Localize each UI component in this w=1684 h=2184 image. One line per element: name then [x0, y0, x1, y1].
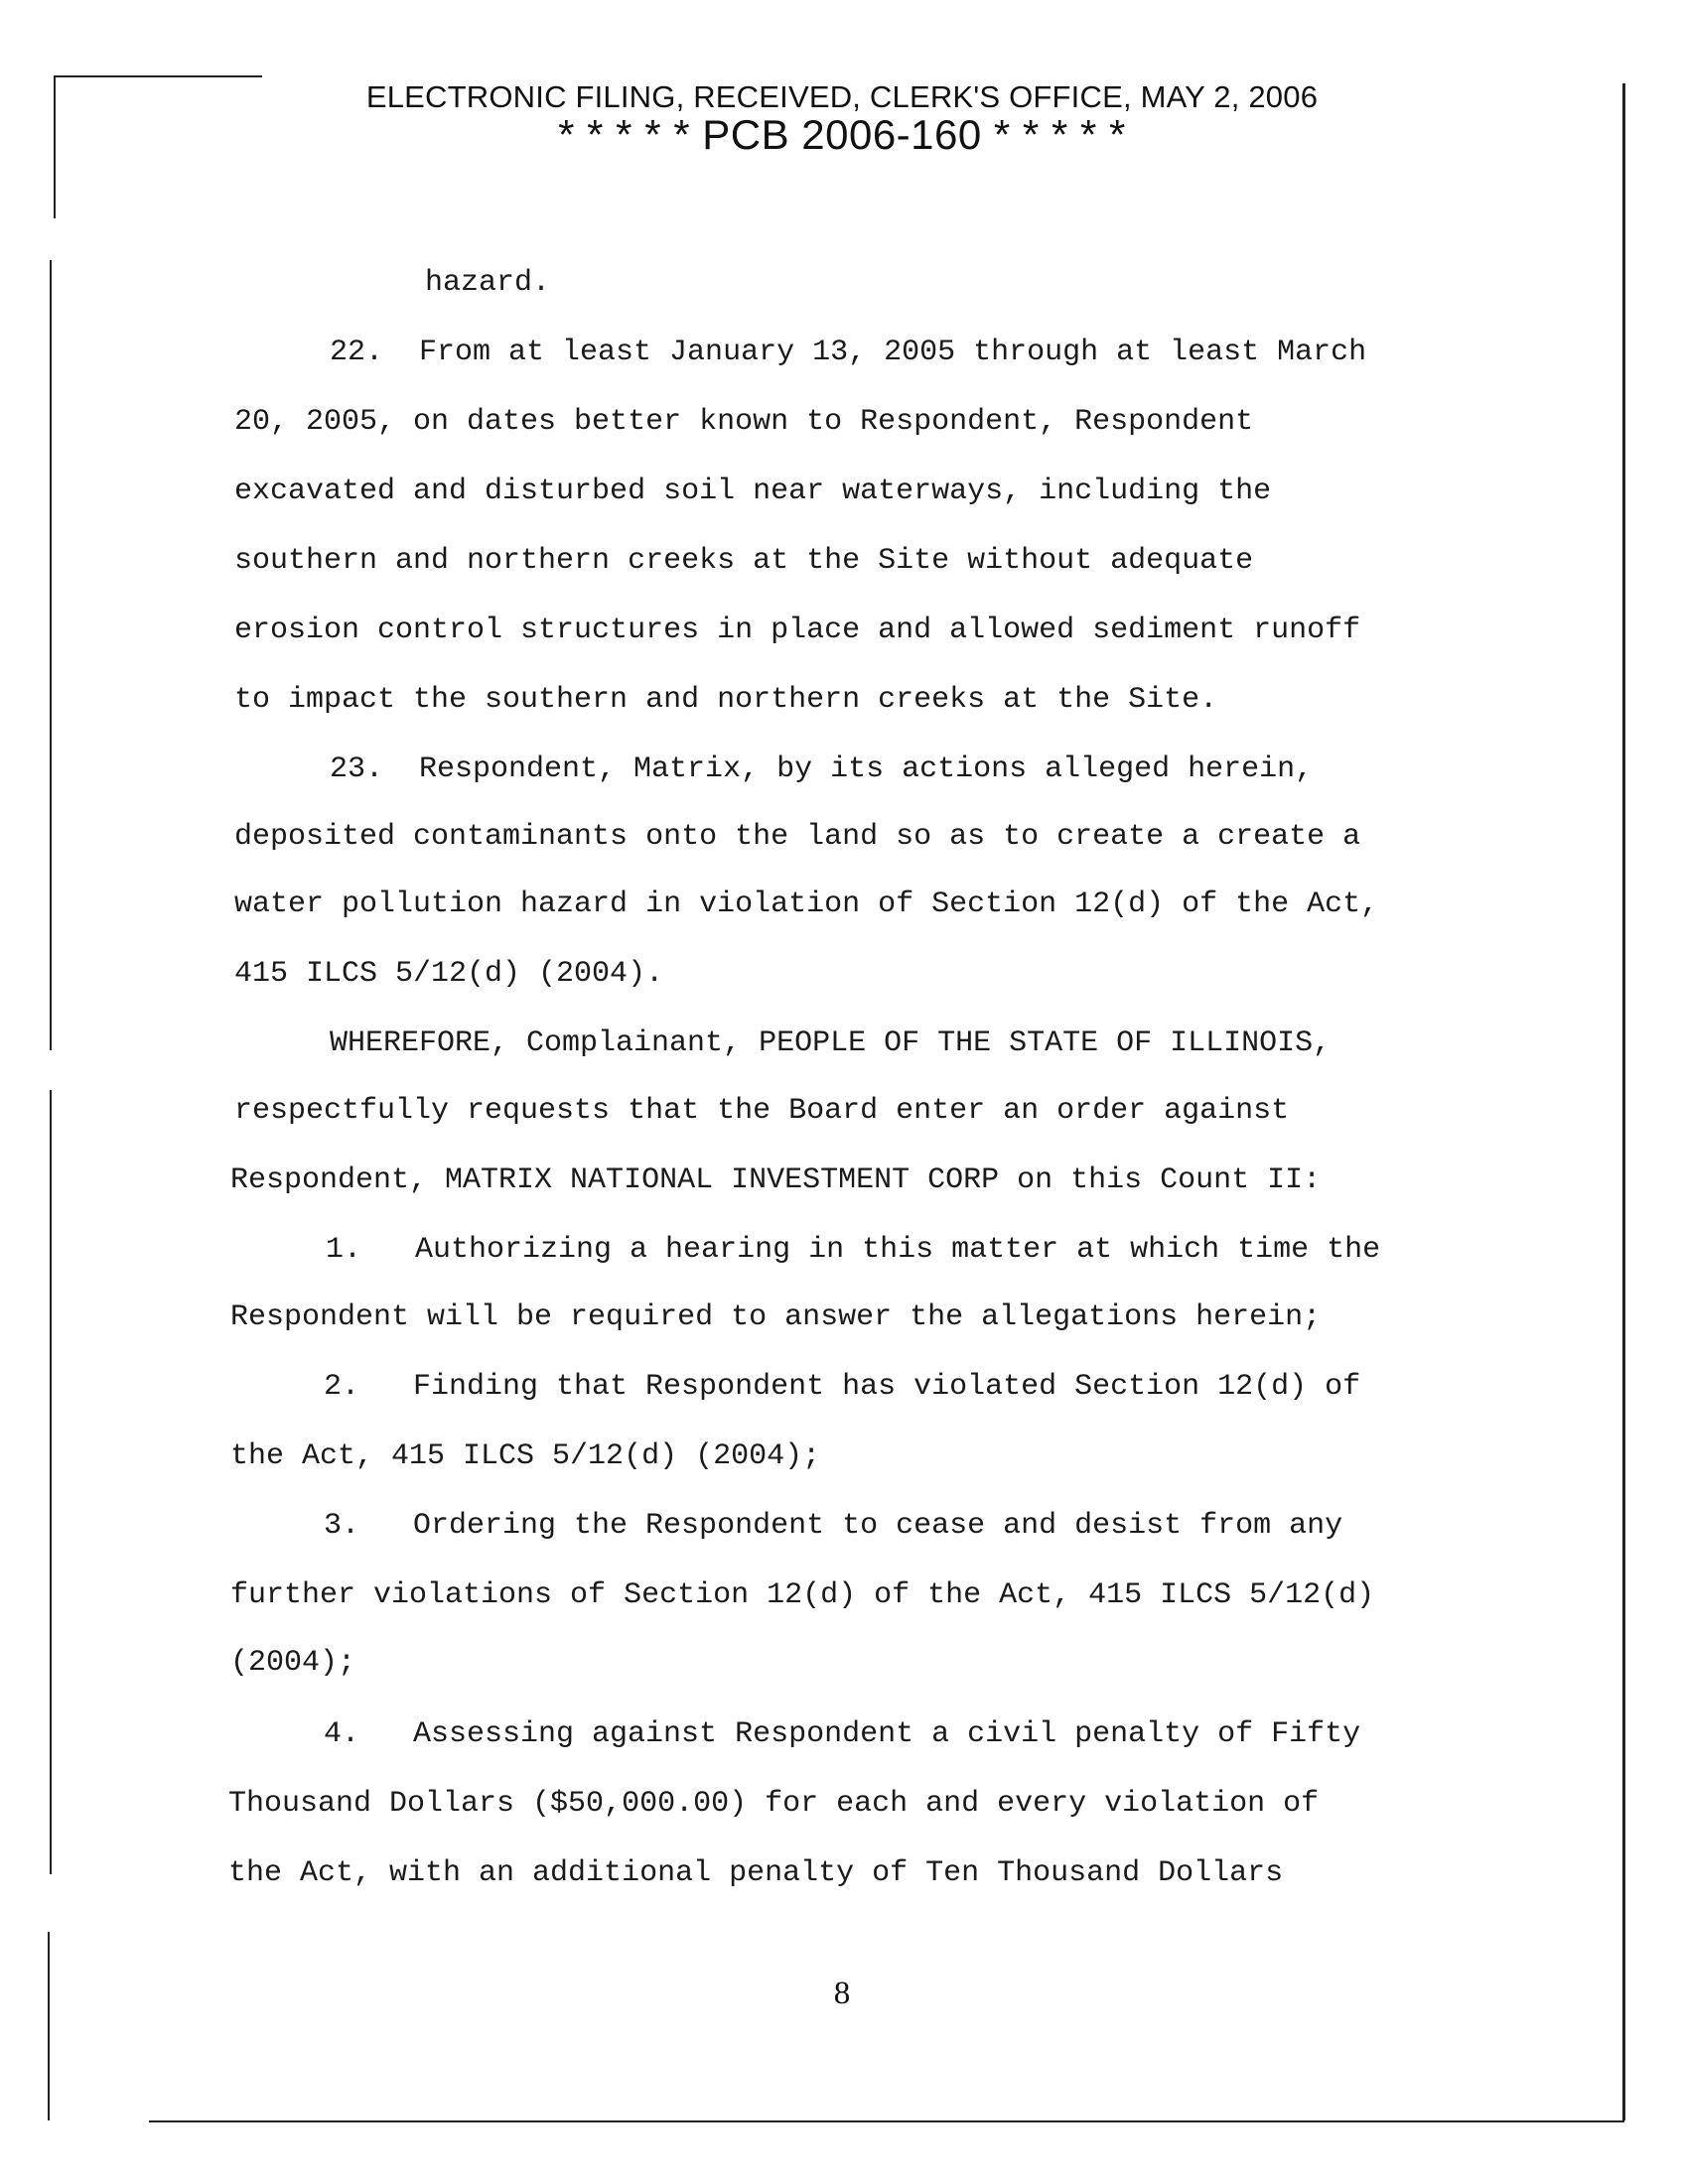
body-line: 20, 2005, on dates better known to Respondent, Respondent	[234, 405, 1254, 439]
scan-border-left-bottom	[48, 1932, 50, 2120]
body-line: respectfully requests that the Board enter an order against	[234, 1094, 1290, 1128]
scan-border-top-left	[54, 75, 262, 77]
body-line: erosion control structures in place and allowed sediment runoff	[234, 614, 1361, 647]
body-line: 23. Respondent, Matrix, by its actions alleged herein,	[330, 752, 1314, 786]
body-line: water pollution hazard in violation of Section 12(d) of the Act,	[234, 887, 1379, 921]
body-line: excavated and disturbed soil near waterways, including the	[234, 475, 1272, 508]
scan-border-left-middle	[50, 260, 52, 1050]
body-line: 1. Authorizing a hearing in this matter at which time the	[326, 1233, 1381, 1267]
body-line: WHEREFORE, Complainant, PEOPLE OF THE STATE OF ILLINOIS,	[330, 1026, 1332, 1060]
scan-border-left-lower	[50, 1090, 52, 1874]
body-line: 2. Finding that Respondent has violated Section 12(d) of	[324, 1370, 1361, 1404]
body-line: deposited contaminants onto the land so as to create a create a	[234, 820, 1361, 854]
body-line: 3. Ordering the Respondent to cease and desist from any	[324, 1509, 1343, 1543]
body-line: the Act, 415 ILCS 5/12(d) (2004);	[230, 1439, 821, 1473]
body-line: Respondent will be required to answer the allegations herein;	[230, 1300, 1322, 1334]
scan-border-right	[1622, 83, 1625, 2120]
body-line: southern and northern creeks at the Site without adequate	[234, 544, 1254, 578]
body-line: to impact the southern and northern creeks at the Site.	[234, 683, 1218, 717]
body-line: 22. From at least January 13, 2005 through at least March	[330, 336, 1367, 369]
body-line: 415 ILCS 5/12(d) (2004).	[234, 957, 664, 991]
body-line: the Act, with an additional penalty of Ten Thousand Dollars	[228, 1856, 1284, 1890]
body-line: Respondent, MATRIX NATIONAL INVESTMENT CORP on this Count II:	[230, 1163, 1322, 1197]
scan-border-bottom	[149, 2120, 1624, 2122]
filing-stamp: ELECTRONIC FILING, RECEIVED, CLERK'S OFFICE, MAY 2, 2006	[365, 79, 1319, 114]
body-line: Thousand Dollars ($50,000.00) for each and every violation of	[228, 1787, 1320, 1821]
body-line: 4. Assessing against Respondent a civil penalty of Fifty	[324, 1717, 1361, 1751]
docket-number: * * * * * PCB 2006-160 * * * * *	[558, 111, 1126, 158]
page-number: 8	[833, 1976, 851, 2011]
body-line: further violations of Section 12(d) of the Act, 415 ILCS 5/12(d)	[230, 1578, 1375, 1612]
scan-border-left-upper	[54, 75, 56, 218]
body-line: (2004);	[230, 1646, 356, 1680]
body-line: hazard.	[425, 266, 551, 300]
